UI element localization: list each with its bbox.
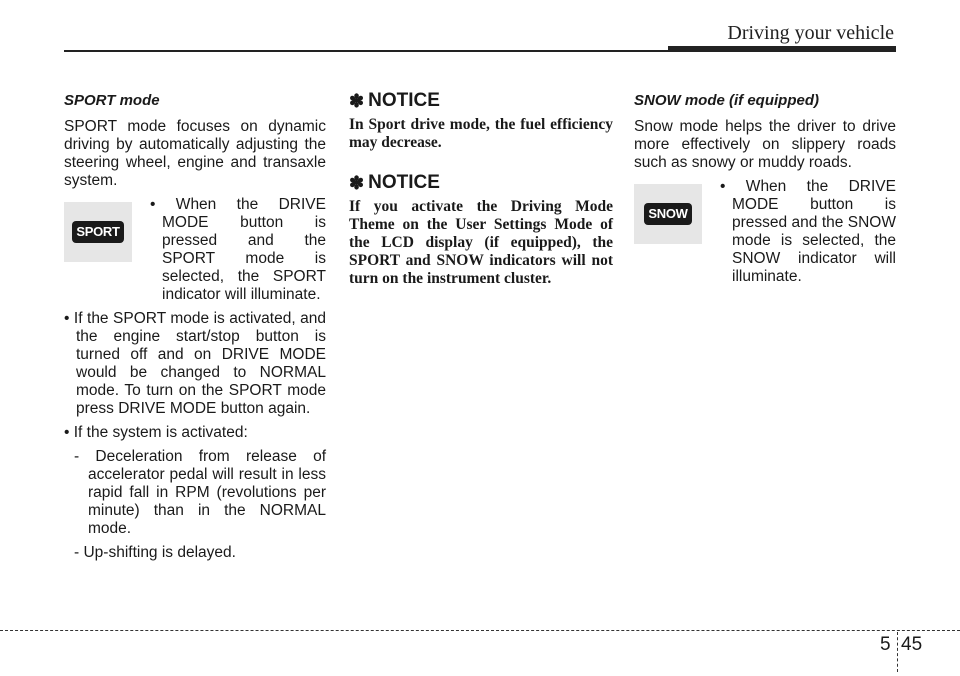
notice-title-1: NOTICE [368, 90, 440, 111]
snow-indicator-icon [634, 184, 702, 244]
snow-section [634, 92, 896, 292]
header-rule [64, 50, 672, 52]
sport-bullet-activated: • If the system is activated: [64, 424, 248, 441]
footer-divider [897, 632, 898, 672]
notice-star-icon: ✽ [349, 91, 365, 111]
sport-indicator-row [64, 196, 326, 304]
notice-heading-2 [349, 174, 613, 192]
notice-title-2: NOTICE [368, 172, 440, 193]
sport-dash-upshift: - Up-shifting is delayed. [74, 544, 236, 561]
notice-heading-1 [349, 92, 613, 110]
sport-bullet-restart: • If the SPORT mode is activated, and the engine start/stop button is turned off and on DRIVE MODE would be changed to NORMAL mode. To turn on the SPORT mode press DRIVE MODE button again. [64, 310, 326, 417]
snow-indicator-bullet: • When the DRIVE MODE button is pressed and the SNOW mode is selected, the SNOW indicator will illuminate. [720, 178, 896, 285]
sport-intro: SPORT mode focuses on dynamic driving by automatically adjusting the steering wheel, engine and transaxle system. [64, 118, 326, 189]
sport-dash-deceleration: - Deceleration from release of accelerator pedal will result in less rapid fall in RPM (revolutions per minute) than in the NORMAL mode. [74, 448, 326, 537]
footer-page-number: 45 [901, 634, 923, 655]
header-title: Driving your vehicle [727, 22, 894, 44]
snow-indicator-row [634, 178, 896, 286]
notice-body-1: In Sport drive mode, the fuel efficiency may decrease. [349, 116, 613, 151]
footer-rule [0, 630, 960, 631]
snow-indicator-label: SNOW [644, 203, 691, 225]
notice-body-2: If you activate the Driving Mode Theme on the User Settings Mode of the LCD display (if equipped), the SPORT and SNOW indicators will not turn on the instrument cluster. [349, 198, 613, 287]
header-rule-accent [668, 46, 896, 52]
sport-section [64, 92, 326, 568]
sport-heading: SPORT mode [64, 92, 160, 109]
notice-star-icon: ✽ [349, 173, 365, 193]
sport-indicator-bullet: • When the DRIVE MODE button is pressed and the SPORT mode is selected, the SPORT indicator will illuminate. [150, 196, 326, 303]
snow-heading: SNOW mode (if equipped) [634, 92, 819, 109]
notices-section [349, 92, 613, 310]
snow-intro: Snow mode helps the driver to drive more effectively on slippery roads such as snowy or muddy roads. [634, 118, 896, 171]
sport-indicator-label: SPORT [72, 221, 123, 243]
footer-chapter-number: 5 [880, 634, 891, 655]
sport-indicator-icon [64, 202, 132, 262]
